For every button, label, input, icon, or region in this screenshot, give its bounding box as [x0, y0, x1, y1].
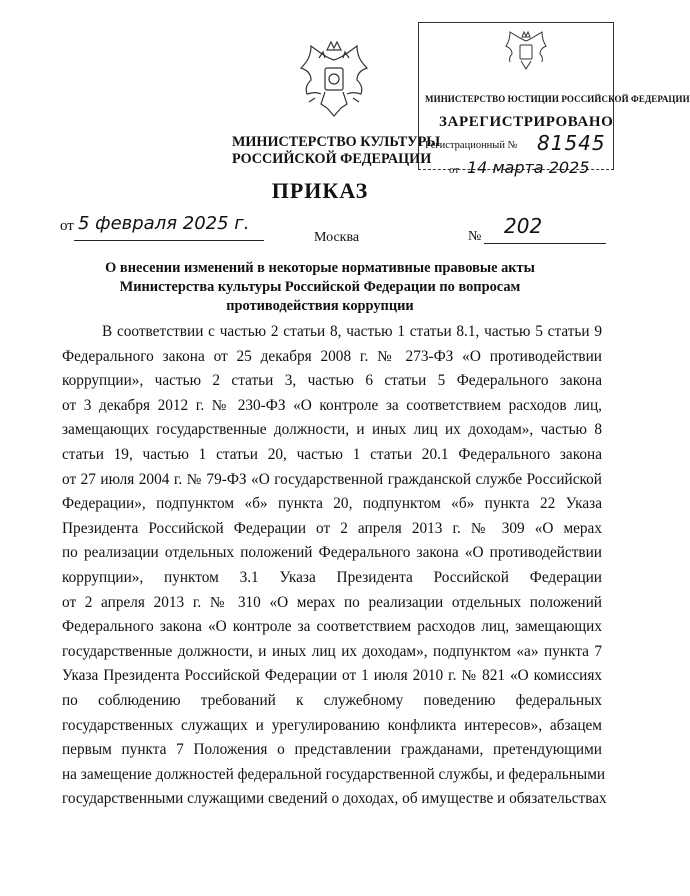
body-line: от 3 декабря 2012 г. № 230-ФЗ «О контроле за соответствием расходов лиц, — [62, 396, 602, 414]
ministry-name-line1: МИНИСТЕРСТВО КУЛЬТУРЫ — [232, 134, 441, 150]
body-line: по соблюдению требований к служебному поведению федеральных — [62, 691, 602, 709]
ministry-name-line2: РОССИЙСКОЙ ФЕДЕРАЦИИ — [232, 151, 432, 167]
stamp-emblem-icon — [505, 29, 547, 73]
stamp-authority: МИНИСТЕРСТВО ЮСТИЦИИ РОССИЙСКОЙ ФЕДЕРАЦИИ — [425, 94, 690, 104]
body-line: Федерального закона от 25 декабря 2008 г. № 273-ФЗ «О противодействии — [62, 347, 602, 365]
stamp-date: 14 марта 2025 — [467, 158, 590, 177]
body-line: по реализации отдельных положений Федерального закона «О противодействии — [62, 544, 602, 562]
body-line: государственных служащих и урегулированию конфликта интересов», абзацем — [62, 716, 602, 734]
document-title: ПРИКАЗ — [271, 178, 369, 203]
body-line: государственными служащими сведений о доходах, об имуществе и обязательствах — [62, 790, 607, 808]
body-line: В соответствии с частью 2 статьи 8, частью 1 статьи 8.1, частью 5 статьи 9 — [102, 323, 602, 340]
registration-stamp — [418, 22, 690, 177]
date-prefix: от — [60, 218, 74, 234]
stamp-reg-number: 81545 — [537, 131, 606, 155]
coat-of-arms-emblem — [297, 38, 371, 120]
city-name: Москва — [314, 230, 360, 245]
body-line: коррупции», пунктом 3.1 Указа Президента Российской Федерации — [62, 568, 602, 586]
ministry-name — [232, 134, 441, 168]
stamp-registered: ЗАРЕГИСТРИРОВАНО — [439, 114, 614, 130]
body-line: коррупции», частью 2 статьи 3, частью 6 статьи 5 Федерального закона — [62, 372, 602, 390]
order-subject: О внесении изменений в некоторые нормативные правовые акты Министерства культуры Российской Федерации по вопросам противодействия коррупции — [105, 260, 535, 314]
order-date: 5 февраля 2025 г. — [78, 213, 250, 234]
body-line: Президента Российской Федерации от 2 апреля 2013 г. № 309 «О мерах — [62, 519, 602, 537]
body-line: замещающих государственные должности, и иных лиц их доходам», частью 8 — [62, 421, 602, 439]
body-line: первым пункта 7 Положения о представлении гражданами, претендующими — [62, 741, 602, 759]
body-line: Федерации», подпунктом «б» пункта 20, подпунктом «б» пункта 22 Указа — [62, 495, 602, 513]
stamp-date-prefix: от — [449, 164, 460, 176]
number-underline — [484, 243, 606, 244]
number-label: № — [468, 229, 482, 244]
date-underline — [74, 240, 264, 241]
body-line: от 27 июля 2004 г. № 79-ФЗ «О государственной гражданской службе Российской — [62, 470, 602, 488]
body-line: статьи 19, частью 1 статьи 20, частью 1 статьи 20.1 Федерального закона — [62, 445, 602, 463]
order-number: 202 — [504, 214, 543, 238]
order-body — [62, 320, 607, 812]
body-line: Федерального закона «О контроле за соответствием расходов лиц, замещающих — [62, 618, 602, 636]
body-line: на замещение должностей федеральной государственной службы, и федеральными — [62, 765, 606, 783]
body-line: государственные должности, и иных лиц их доходам», подпунктом «а» пункта 7 — [62, 642, 602, 660]
stamp-reg-label: Регистрационный № — [425, 140, 518, 151]
body-line: от 2 апреля 2013 г. № 310 «О мерах по реализации отдельных положений — [62, 593, 602, 611]
body-line: Указа Президента Российской Федерации от 1 июля 2010 г. № 821 «О комиссиях — [62, 667, 602, 685]
